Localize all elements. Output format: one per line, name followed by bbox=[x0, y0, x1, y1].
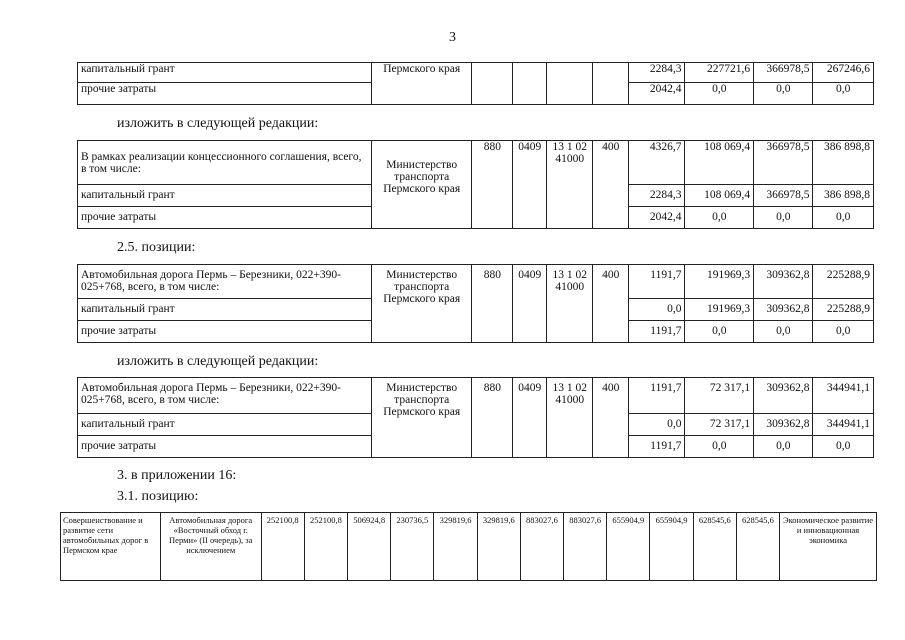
value-cell: 0,0 bbox=[685, 83, 754, 105]
value-cell: 655904,9 bbox=[607, 513, 650, 581]
value-cell: 366978,5 bbox=[754, 141, 813, 185]
program-cell: Совершенствование и развитие сети автомобильных дорог в Пермском крае bbox=[61, 513, 161, 581]
row-label: капитальный грант bbox=[78, 63, 372, 83]
value-cell: 0,0 bbox=[629, 299, 685, 321]
table-row bbox=[78, 378, 874, 414]
code-cell: 13 1 02 41000 bbox=[547, 141, 593, 229]
value-cell: 191969,3 bbox=[685, 299, 754, 321]
value-cell: 0,0 bbox=[813, 436, 874, 458]
value-cell: 108 069,4 bbox=[685, 141, 754, 185]
row-label: капитальный грант bbox=[78, 414, 372, 436]
value-cell: 225288,9 bbox=[813, 299, 874, 321]
row-label: Автомобильная дорога Пермь – Березники, 022+390-025+768, всего, в том числе: bbox=[78, 265, 372, 299]
value-cell: 0,0 bbox=[813, 321, 874, 343]
value-cell: 344941,1 bbox=[813, 414, 874, 436]
code-cell: 880 bbox=[472, 265, 513, 343]
value-cell: 225288,9 bbox=[813, 265, 874, 299]
code-cell: 400 bbox=[593, 378, 629, 458]
value-cell: 309362,8 bbox=[754, 299, 813, 321]
value-cell: 628545,6 bbox=[736, 513, 779, 581]
section-heading: 2.5. позиции: bbox=[117, 240, 196, 255]
org-cell: Министерство транспорта Пермского края bbox=[372, 265, 472, 343]
value-cell: 0,0 bbox=[754, 436, 813, 458]
table-row bbox=[61, 513, 877, 581]
value-cell: 0,0 bbox=[754, 321, 813, 343]
value-cell: 366978,5 bbox=[754, 185, 813, 207]
code-cell: 13 1 02 41000 bbox=[547, 378, 593, 458]
table-row bbox=[78, 141, 874, 185]
program-name-cell: Экономическое развитие и инновационная экономика bbox=[780, 513, 877, 581]
value-cell: 2284,3 bbox=[629, 63, 685, 83]
section-heading: изложить в следующей редакции: bbox=[117, 116, 319, 131]
value-cell: 506924,8 bbox=[348, 513, 391, 581]
org-cell: Министерство транспорта Пермского края bbox=[372, 378, 472, 458]
row-label: прочие затраты bbox=[78, 207, 372, 229]
value-cell: 191969,3 bbox=[685, 265, 754, 299]
code-cell: 0409 bbox=[513, 141, 547, 229]
appendix-16-table bbox=[60, 512, 877, 581]
value-cell: 72 317,1 bbox=[685, 414, 754, 436]
value-cell: 0,0 bbox=[685, 321, 754, 343]
row-label: прочие затраты bbox=[78, 321, 372, 343]
value-cell: 0,0 bbox=[629, 414, 685, 436]
value-cell: 2284,3 bbox=[629, 185, 685, 207]
value-cell: 1191,7 bbox=[629, 265, 685, 299]
value-cell: 0,0 bbox=[685, 207, 754, 229]
row-label: прочие затраты bbox=[78, 436, 372, 458]
code-cell: 13 1 02 41000 bbox=[547, 265, 593, 343]
section-heading: 3.1. позицию: bbox=[117, 489, 199, 504]
code-cell: 880 bbox=[472, 378, 513, 458]
budget-table-continuation bbox=[77, 62, 874, 105]
value-cell: 2042,4 bbox=[629, 207, 685, 229]
row-label: капитальный грант bbox=[78, 185, 372, 207]
value-cell: 1191,7 bbox=[629, 436, 685, 458]
value-cell: 0,0 bbox=[813, 83, 874, 105]
value-cell: 1191,7 bbox=[629, 321, 685, 343]
row-label: прочие затраты bbox=[78, 83, 372, 105]
value-cell: 386 898,8 bbox=[813, 141, 874, 185]
code-cell: 0409 bbox=[513, 265, 547, 343]
value-cell: 329819,6 bbox=[434, 513, 477, 581]
row-label: В рамках реализации концессионного соглашения, всего, в том числе: bbox=[78, 141, 372, 185]
value-cell: 252100,8 bbox=[304, 513, 347, 581]
value-cell: 0,0 bbox=[685, 436, 754, 458]
value-cell: 227721,6 bbox=[685, 63, 754, 83]
value-cell: 0,0 bbox=[813, 207, 874, 229]
value-cell: 4326,7 bbox=[629, 141, 685, 185]
value-cell: 72 317,1 bbox=[685, 378, 754, 414]
value-cell: 344941,1 bbox=[813, 378, 874, 414]
value-cell: 386 898,8 bbox=[813, 185, 874, 207]
value-cell: 309362,8 bbox=[754, 265, 813, 299]
code-cell: 880 bbox=[472, 141, 513, 229]
budget-table-concession bbox=[77, 140, 874, 229]
table-row bbox=[78, 63, 874, 83]
row-label: капитальный грант bbox=[78, 299, 372, 321]
object-cell: Автомобильная дорога «Восточный обход г. Перми» (II очередь), за исключением bbox=[160, 513, 261, 581]
value-cell: 309362,8 bbox=[754, 414, 813, 436]
row-label: Автомобильная дорога Пермь – Березники, 022+390-025+768, всего, в том числе: bbox=[78, 378, 372, 414]
value-cell: 883027,6 bbox=[520, 513, 563, 581]
value-cell: 329819,6 bbox=[477, 513, 520, 581]
code-cell: 0409 bbox=[513, 378, 547, 458]
value-cell: 628545,6 bbox=[693, 513, 736, 581]
value-cell: 108 069,4 bbox=[685, 185, 754, 207]
code-cell: 400 bbox=[593, 141, 629, 229]
value-cell: 252100,8 bbox=[261, 513, 304, 581]
value-cell: 883027,6 bbox=[564, 513, 607, 581]
section-heading: 3. в приложении 16: bbox=[117, 468, 237, 483]
page-number: 3 bbox=[449, 30, 456, 45]
org-cell: Пермского края bbox=[372, 63, 472, 105]
section-heading: изложить в следующей редакции: bbox=[117, 354, 319, 369]
budget-table-road-new bbox=[77, 377, 874, 458]
value-cell: 366978,5 bbox=[754, 63, 813, 83]
value-cell: 2042,4 bbox=[629, 83, 685, 105]
value-cell: 1191,7 bbox=[629, 378, 685, 414]
value-cell: 267246,6 bbox=[813, 63, 874, 83]
value-cell: 0,0 bbox=[754, 207, 813, 229]
org-cell: Министерство транспорта Пермского края bbox=[372, 141, 472, 229]
value-cell: 655904,9 bbox=[650, 513, 693, 581]
value-cell: 309362,8 bbox=[754, 378, 813, 414]
value-cell: 0,0 bbox=[754, 83, 813, 105]
table-row bbox=[78, 265, 874, 299]
code-cell: 400 bbox=[593, 265, 629, 343]
budget-table-road-old bbox=[77, 264, 874, 343]
value-cell: 230736,5 bbox=[391, 513, 434, 581]
